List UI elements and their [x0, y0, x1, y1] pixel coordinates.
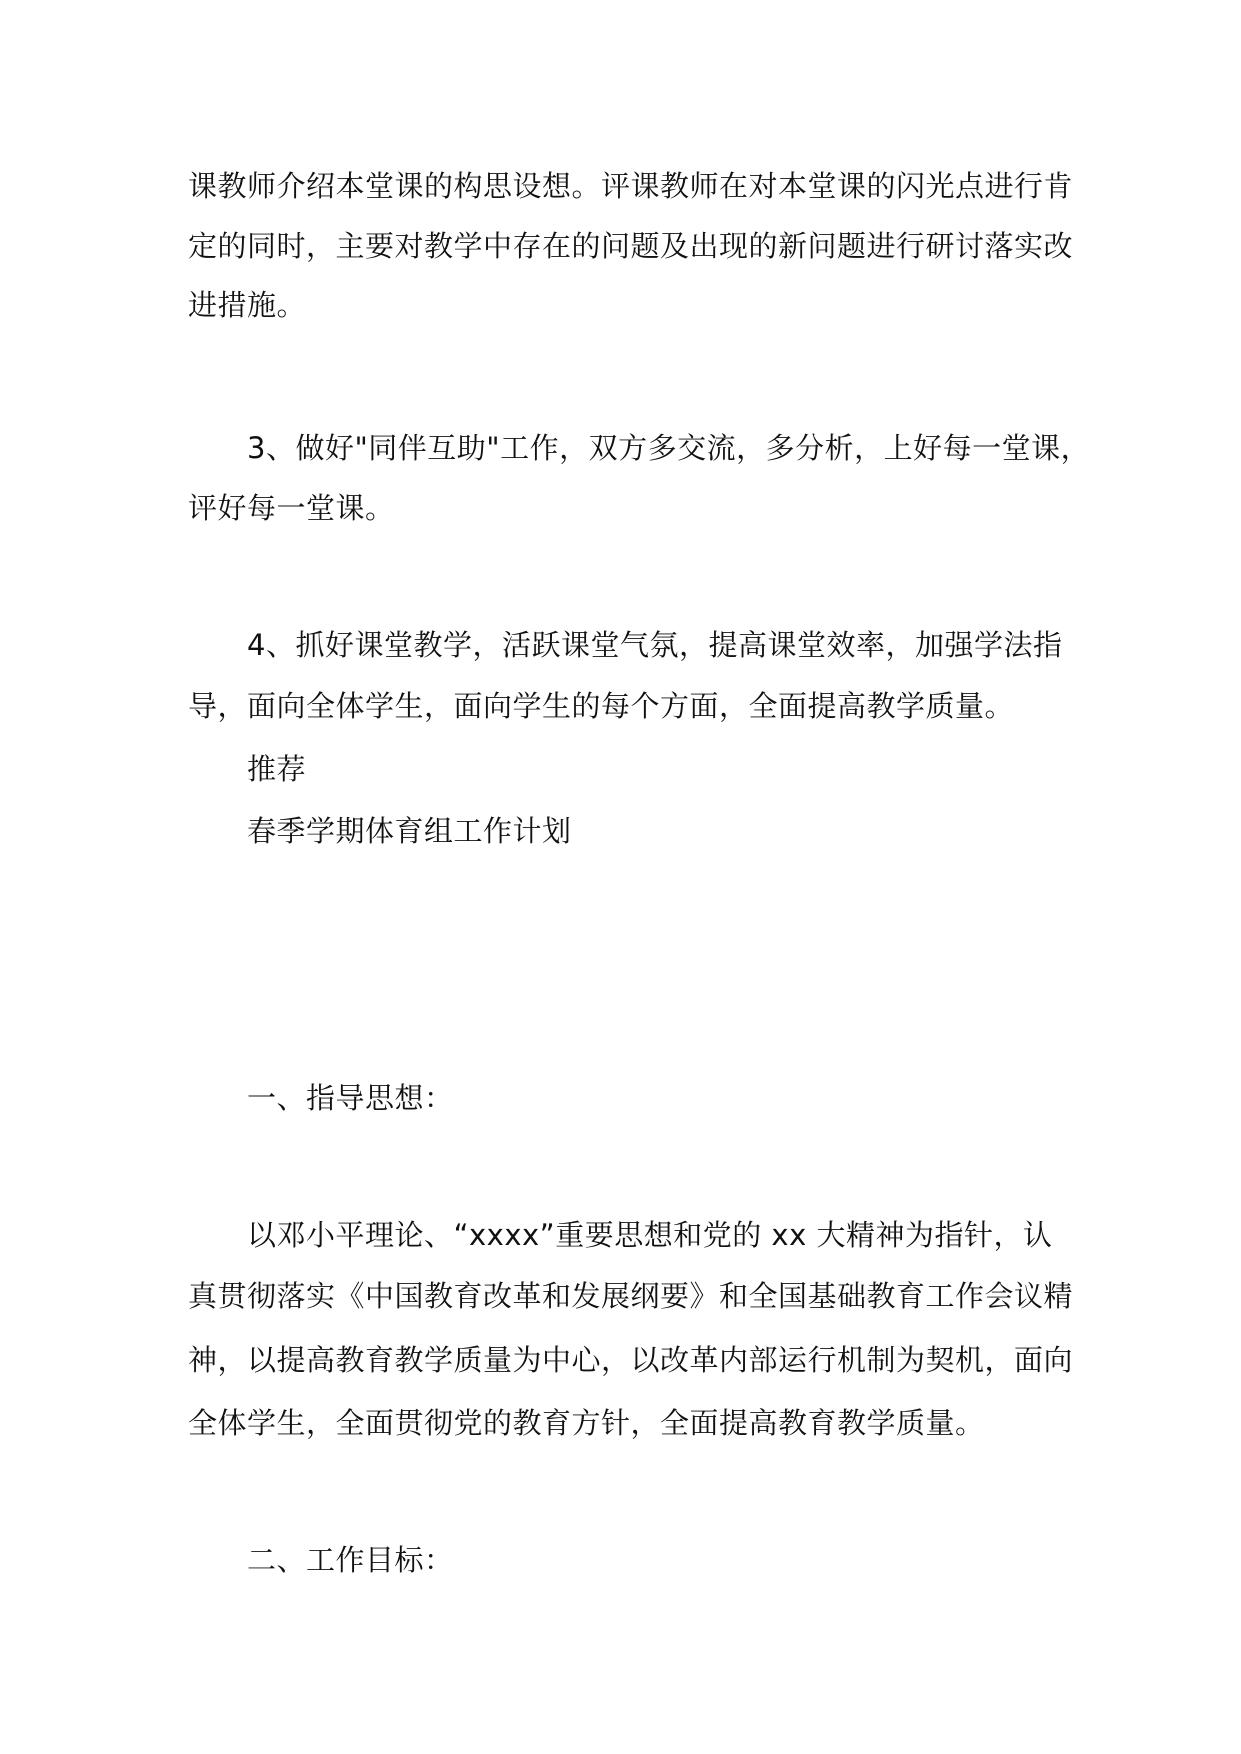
list-item-3-line: 评好每一堂课。 — [188, 491, 395, 525]
paragraph-line: 课教师介绍本堂课的构思设想。评课教师在对本堂课的闪光点进行肯 — [188, 169, 1074, 203]
section-heading: 一、指导思想： — [247, 1081, 454, 1115]
paragraph-line: 定的同时，主要对教学中存在的问题及出现的新问题进行研讨落实改 — [188, 229, 1074, 263]
section-heading: 二、工作目标： — [247, 1543, 454, 1577]
list-item-4-line: 4、抓好课堂教学，活跃课堂气氛，提高课堂效率，加强学法指 — [247, 628, 1063, 662]
recommend-title-link[interactable]: 春季学期体育组工作计划 — [247, 814, 572, 848]
section-body-line: 全体学生，全面贯彻党的教育方针，全面提高教育教学质量。 — [188, 1406, 985, 1440]
section-body-line: 以邓小平理论、“xxxx”重要思想和党的 xx 大精神为指针，认 — [247, 1218, 1053, 1252]
recommend-label: 推荐 — [247, 752, 307, 786]
list-item-3-line: 3、做好"同伴互助"工作，双方多交流，多分析，上好每一堂课， — [247, 431, 1091, 465]
section-body-line: 神，以提高教育教学质量为中心，以改革内部运行机制为契机，面向 — [188, 1343, 1074, 1377]
section-body-line: 真贯彻落实《中国教育改革和发展纲要》和全国基础教育工作会议精 — [188, 1279, 1074, 1313]
paragraph-line: 进措施。 — [188, 288, 307, 322]
list-item-4-line: 导，面向全体学生，面向学生的每个方面，全面提高教学质量。 — [188, 689, 1015, 723]
